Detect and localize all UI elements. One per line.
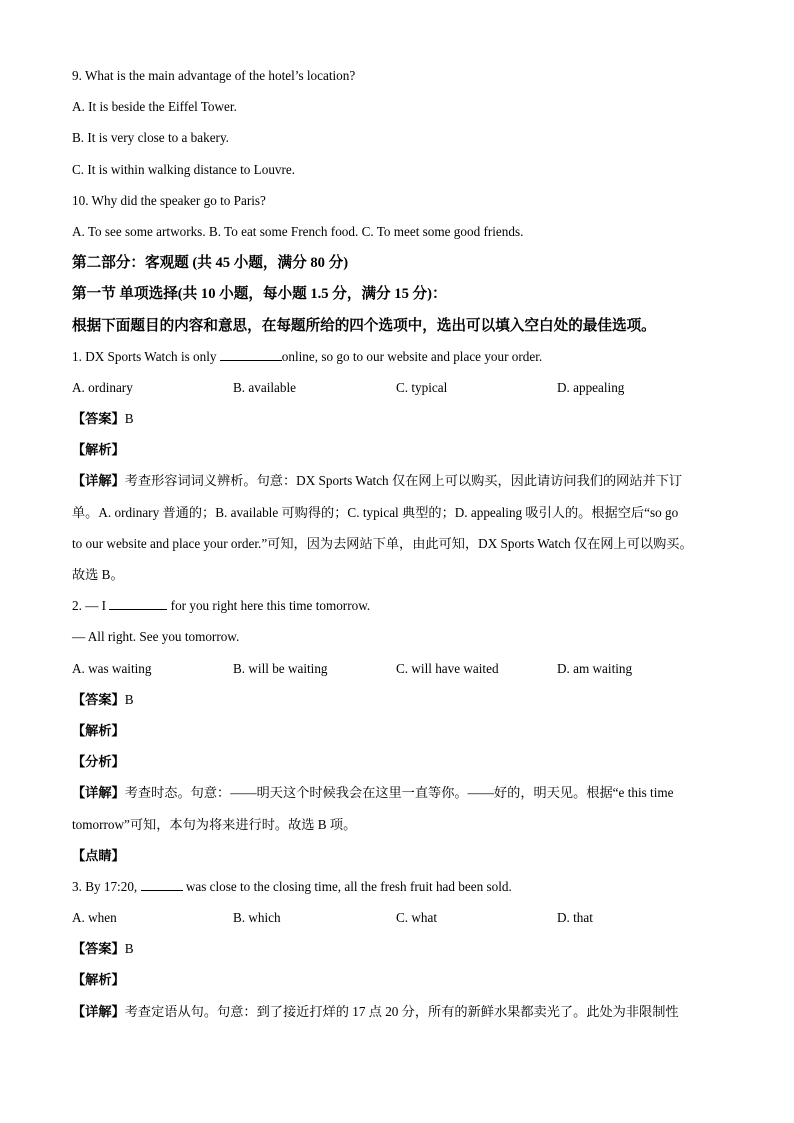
question-1-options [72, 376, 732, 407]
detail-text: 考查形容词词义辨析。句意：DX Sports Watch 仅在网上可以购买，因此请访问我们的网站并下订 [124, 473, 683, 489]
question-1-answer [72, 407, 732, 438]
question-1-stem-before: 1. DX Sports Watch is only [72, 348, 220, 364]
question-2-detail-line-2: tomorrow”可知，本句为将来进行时。故选 B 项。 [72, 816, 357, 832]
question-1-detail-line-3: to our website and place your order.”可知，因为去网站下单，由此可知，DX Sports Watch 仅在网上可以购买。 [72, 535, 693, 551]
part-2-heading: 第二部分：客观题 (共 45 小题，满分 80 分) [72, 255, 349, 272]
question-2-option-a: A. was waiting [72, 660, 152, 676]
answer-blank [220, 346, 282, 361]
question-2-dianjing-tag: 【点睛】 [72, 847, 125, 863]
question-1-option-c: C. typical [396, 379, 448, 395]
detail-text: 考查时态。句意：——明天这个时候我会在这里一直等你。——好的，明天见。根据“e this time [124, 785, 674, 801]
question-2-option-c: C. will have waited [396, 660, 499, 676]
question-1-option-b: B. available [233, 379, 296, 395]
question-10-stem: 10. Why did the speaker go to Paris? [72, 192, 266, 208]
question-3-answer [72, 937, 732, 968]
detail-tag: 【详解】 [72, 785, 125, 801]
detail-tag: 【详解】 [72, 1003, 125, 1019]
question-2-stem [72, 594, 732, 625]
answer-tag: 【答案】 [72, 411, 125, 427]
answer-tag: 【答案】 [72, 691, 125, 707]
question-1-detail-line-2: 单。A. ordinary 普通的；B. available 可购得的；C. typical 典型的；D. appealing 吸引人的。根据空后“so go [72, 504, 679, 520]
question-3-analysis-tag: 【解析】 [72, 972, 125, 988]
question-2-stem-line-2: — All right. See you tomorrow. [72, 629, 240, 645]
question-9-option-b: B. It is very close to a bakery. [72, 130, 229, 146]
question-3-options [72, 906, 732, 937]
question-1-detail-line-4: 故选 B。 [72, 567, 124, 582]
question-3-detail-line-1 [72, 1000, 732, 1031]
answer-value: B [124, 411, 134, 427]
answer-tag: 【答案】 [72, 941, 125, 957]
section-instruction: 根据下面题目的内容和意思，在每题所给的四个选项中，选出可以填入空白处的最佳选项。 [72, 317, 656, 334]
question-3-stem-after: was close to the closing time, all the fresh fruit had been sold. [182, 878, 512, 894]
question-1-option-d: D. appealing [557, 379, 625, 395]
question-9-option-a: A. It is beside the Eiffel Tower. [72, 99, 237, 115]
question-3-stem [72, 875, 732, 906]
question-3-stem-before: 3. By 17:20, [72, 878, 141, 894]
question-3-option-c: C. what [396, 910, 438, 926]
answer-value: B [124, 691, 134, 707]
question-3-option-d: D. that [557, 910, 593, 926]
question-2-option-d: D. am waiting [557, 660, 633, 676]
section-1-heading: 第一节 单项选择(共 10 小题，每小题 1.5 分，满分 15 分)： [72, 286, 447, 303]
question-1-detail-line-1 [72, 469, 732, 500]
question-2-stem-before: 2. — I [72, 598, 110, 614]
question-1-stem [72, 345, 732, 376]
question-3-option-a: A. when [72, 910, 117, 926]
question-2-detail-line-1 [72, 781, 732, 812]
question-1-option-a: A. ordinary [72, 379, 133, 395]
document-page [72, 64, 732, 1031]
question-1-analysis-tag: 【解析】 [72, 442, 125, 458]
question-2-analysis-tag: 【解析】 [72, 722, 125, 738]
detail-text: 考查定语从句。句意：到了接近打烊的 17 点 20 分，所有的新鲜水果都卖光了。此处为非限制性 [124, 1003, 679, 1019]
detail-tag: 【详解】 [72, 473, 125, 489]
question-2-answer [72, 688, 732, 719]
question-3-option-b: B. which [233, 910, 281, 926]
question-2-options [72, 657, 732, 688]
answer-value: B [124, 941, 134, 957]
question-2-option-b: B. will be waiting [233, 660, 328, 676]
question-1-stem-after: online, so go to our website and place your order. [281, 348, 543, 364]
question-9-option-c: C. It is within walking distance to Louvre. [72, 161, 296, 177]
question-9-stem: 9. What is the main advantage of the hotel’s location? [72, 68, 356, 83]
question-2-fenxi-tag: 【分析】 [72, 754, 125, 770]
answer-blank [109, 595, 167, 610]
question-10-options: A. To see some artworks. B. To eat some French food. C. To meet some good friends. [72, 223, 524, 239]
question-2-stem-after: for you right here this time tomorrow. [167, 598, 371, 614]
answer-blank [141, 876, 183, 891]
